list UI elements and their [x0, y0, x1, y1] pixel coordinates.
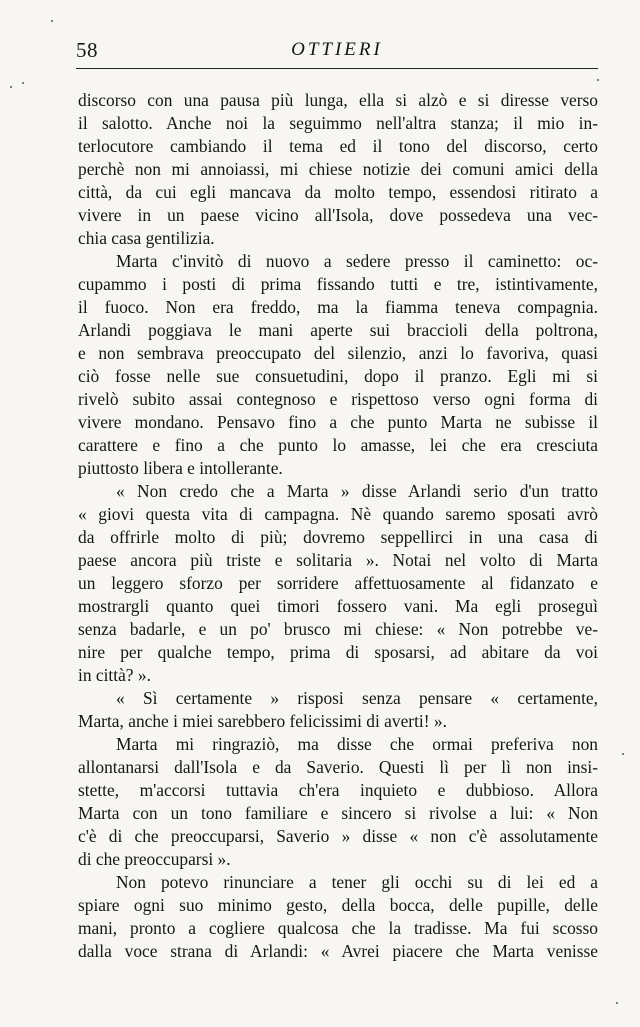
text-line: mani, pronto a cogliere qualcosa che la tradisse. Ma fui scosso — [78, 918, 598, 938]
text-line: vivere mondano. Pensavo fino a che punto Marta ne subisse il — [78, 412, 598, 432]
text-line: Marta con un tono familiare e sincero si rivolse a lui: « Non — [78, 803, 598, 823]
header-rule — [76, 68, 598, 69]
text-line: « Non credo che a Marta » disse Arlandi serio d'un tratto — [116, 481, 598, 501]
text-line: il fuoco. Non era freddo, ma la fiamma teneva compagnia. — [78, 297, 598, 317]
text-line: da offrirle molto di più; dovremo seppellirci in una casa di — [78, 527, 598, 547]
page-number: 58 — [76, 38, 98, 62]
text-line: Marta mi ringraziò, ma disse che ormai preferiva non — [116, 734, 598, 754]
paper-speck — [51, 20, 53, 22]
text-line: piuttosto libera e intollerante. — [78, 458, 283, 478]
text-line: ciò fosse nelle sue consuetudini, dopo il pranzo. Egli mi si — [78, 366, 598, 386]
text-line: senza badarle, e un po' brusco mi chiese: « Non potrebbe ve- — [78, 619, 598, 639]
text-line: stette, m'accorsi tuttavia ch'era inquieto e dubbioso. Allora — [78, 780, 598, 800]
paper-speck — [616, 1002, 618, 1004]
text-line: in città? ». — [78, 665, 151, 685]
text-line: perchè non mi annoiassi, mi chiese notizie dei comuni amici della — [78, 159, 598, 179]
text-line: un leggero sforzo per sorridere affettuosamente al fidanzato e — [78, 573, 598, 593]
text-line: rivelò subito assai contegnoso e rispettoso verso ogni forma di — [78, 389, 598, 409]
text-line: carattere e fino a che punto lo amasse, lei che era cresciuta — [78, 435, 598, 455]
paper-speck — [22, 82, 24, 84]
text-line: dalla voce strana di Arlandi: « Avrei piacere che Marta venisse — [78, 941, 598, 961]
text-line: di che preoccuparsi ». — [78, 849, 231, 869]
text-line: « Sì certamente » risposi senza pensare « certamente, — [116, 688, 598, 708]
running-title: OTTIERI — [291, 39, 383, 60]
text-line: « giovi questa vita di campagna. Nè quando saremo sposati avrò — [78, 504, 598, 524]
text-line: terlocutore cambiando il tema ed il tono del discorso, certo — [78, 136, 598, 156]
text-line: città, da cui egli mancava da molto tempo, essendosi ritirato a — [78, 182, 598, 202]
text-line: Arlandi poggiava le mani aperte sui braccioli della poltrona, — [78, 320, 598, 340]
text-line: discorso con una pausa più lunga, ella si alzò e si diresse verso — [78, 90, 598, 110]
text-line: Marta, anche i miei sarebbero felicissimi di averti! ». — [78, 711, 447, 731]
page-header — [76, 38, 598, 68]
text-line: paese ancora più triste e solitaria ». Notai nel volto di Marta — [78, 550, 598, 570]
text-line: e non sembrava preoccupato del silenzio, anzi lo favoriva, quasi — [78, 343, 598, 363]
text-line: vivere in un paese vicino all'Isola, dove possedeva una vec- — [78, 205, 598, 225]
text-line: nire per qualche tempo, prima di sposarsi, ad abitare da voi — [78, 642, 598, 662]
paper-speck — [622, 753, 624, 755]
paper-speck — [10, 86, 12, 88]
paper-speck — [597, 79, 599, 81]
text-line: il salotto. Anche noi la seguimmo nell'altra stanza; il mio in- — [78, 113, 598, 133]
text-line: chia casa gentilizia. — [78, 228, 215, 248]
text-line: Non potevo rinunciare a tener gli occhi su di lei ed a — [116, 872, 598, 892]
text-line: mostrargli quanto quei timori fossero vani. Ma egli proseguì — [78, 596, 598, 616]
text-line: Marta c'invitò di nuovo a sedere presso il caminetto: oc- — [116, 251, 598, 271]
text-line: spiare ogni suo minimo gesto, della bocca, delle pupille, delle — [78, 895, 598, 915]
text-line: c'è di che preoccuparsi, Saverio » disse « non c'è assolutamente — [78, 826, 598, 846]
text-line: cupammo i posti di prima fissando tutti e tre, istintivamente, — [78, 274, 598, 294]
body-text — [78, 89, 598, 963]
text-line: allontanarsi dall'Isola e da Saverio. Questi lì per lì non insi- — [78, 757, 598, 777]
